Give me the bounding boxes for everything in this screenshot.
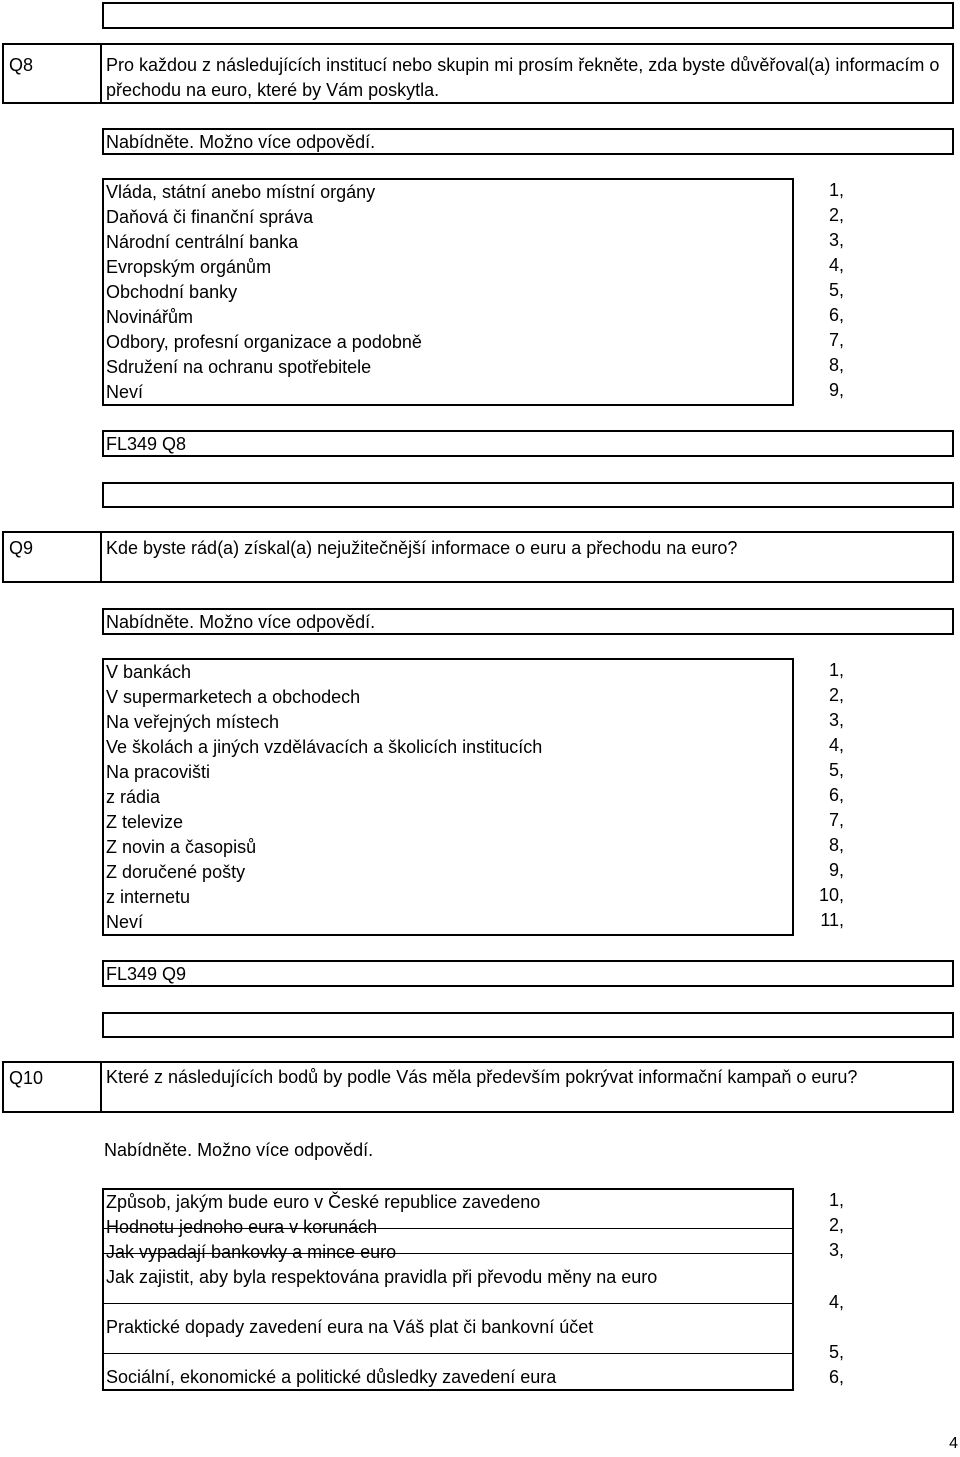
q8-id-box — [2, 43, 102, 104]
q8-id: Q8 — [9, 55, 34, 75]
q9-ref: FL349 Q9 — [106, 964, 187, 984]
option-label: Hodnotu jednoho eura v korunách — [106, 1217, 378, 1237]
q10-question-text: Které z následujících bodů by podle Vás měla především pokrývat informační kampaň o euru? — [106, 1067, 858, 1087]
option-label: Sdružení na ochranu spotřebitele — [106, 357, 372, 377]
option-label: Jak vypadají bankovky a mince euro — [106, 1242, 397, 1262]
q10-options-box — [102, 1188, 794, 1391]
option-label: Vláda, státní anebo místní orgány — [106, 182, 376, 202]
option-label: Obchodní banky — [106, 282, 238, 302]
option-code: 6, — [828, 305, 844, 325]
option-label: Na pracovišti — [106, 762, 211, 782]
option-label: Novinářům — [106, 307, 194, 327]
row-divider — [104, 1353, 792, 1354]
option-code: 2, — [828, 205, 844, 225]
q9-id: Q9 — [9, 538, 34, 558]
top-empty-box — [102, 2, 954, 29]
page-number: 4 — [949, 1435, 958, 1452]
option-code: 10, — [818, 885, 844, 905]
option-label: z rádia — [106, 787, 161, 807]
option-label: Z novin a časopisů — [106, 837, 257, 857]
q10-id: Q10 — [9, 1068, 44, 1088]
option-code: 11, — [820, 910, 844, 930]
option-code: 1, — [828, 660, 844, 680]
option-label: Sociální, ekonomické a politické důsledky zavedení eura — [106, 1367, 557, 1387]
option-code: 7, — [828, 330, 844, 350]
row-divider — [104, 1303, 792, 1304]
option-code: 3, — [828, 230, 844, 250]
option-label: Národní centrální banka — [106, 232, 299, 252]
q8-ref-box — [102, 430, 954, 457]
q8-instruction-box — [102, 128, 954, 155]
option-label: Z televize — [106, 812, 184, 832]
option-code: 4, — [828, 735, 844, 755]
q8-question-box — [100, 43, 954, 104]
q8-ref: FL349 Q8 — [106, 434, 187, 454]
q9-instruction-box — [102, 608, 954, 635]
q10-id-box — [2, 1061, 102, 1113]
option-code: 5, — [828, 760, 844, 780]
row-divider — [104, 1228, 792, 1229]
option-label: Způsob, jakým bude euro v České republice zavedeno — [106, 1192, 541, 1212]
option-code: 4, — [828, 1292, 844, 1312]
q9-question-box — [100, 531, 954, 583]
option-code: 7, — [828, 810, 844, 830]
option-label: Z doručené pošty — [106, 862, 246, 882]
option-code: 6, — [828, 785, 844, 805]
q8-question-text: Pro každou z následujících institucí nebo skupin mi prosím řekněte, zda byste důvěřoval(a) informacím o přechodu na euro, které by Vám poskytla. — [106, 55, 940, 100]
option-code: 3, — [828, 710, 844, 730]
option-code: 9, — [828, 380, 844, 400]
spacer-box — [102, 482, 954, 508]
option-label: z internetu — [106, 887, 191, 907]
q9-ref-box — [102, 960, 954, 987]
q9-instruction: Nabídněte. Možno více odpovědí. — [106, 612, 376, 632]
option-label: Odbory, profesní organizace a podobně — [106, 332, 422, 352]
option-label: Neví — [106, 382, 144, 402]
option-label: V bankách — [106, 662, 192, 682]
option-code: 4, — [828, 255, 844, 275]
option-code: 2, — [828, 685, 844, 705]
option-code: 2, — [828, 1215, 844, 1235]
option-label: Daňová či finanční správa — [106, 207, 314, 227]
spacer-box — [102, 1012, 954, 1038]
option-label: Praktické dopady zavedení eura na Váš plat či bankovní účet — [106, 1317, 594, 1337]
option-code: 1, — [828, 180, 844, 200]
option-label: Na veřejných místech — [106, 712, 280, 732]
option-code: 8, — [828, 835, 844, 855]
q9-question-text: Kde byste rád(a) získal(a) nejužitečnější informace o euru a přechodu na euro? — [106, 538, 738, 558]
q8-instruction: Nabídněte. Možno více odpovědí. — [106, 132, 376, 152]
q10-instruction: Nabídněte. Možno více odpovědí. — [104, 1140, 374, 1160]
option-label: V supermarketech a obchodech — [106, 687, 361, 707]
option-code: 3, — [828, 1240, 844, 1260]
option-code: 5, — [828, 280, 844, 300]
q9-options-box — [102, 658, 794, 936]
q10-question-box — [100, 1061, 954, 1113]
option-code: 6, — [828, 1367, 844, 1387]
option-label: Neví — [106, 912, 144, 932]
option-label: Ve školách a jiných vzdělávacích a školicích institucích — [106, 737, 543, 757]
option-label: Evropským orgánům — [106, 257, 272, 277]
q8-options-box — [102, 178, 794, 406]
option-code: 1, — [828, 1190, 844, 1210]
option-code: 9, — [828, 860, 844, 880]
option-label: Jak zajistit, aby byla respektována pravidla při převodu měny na euro — [106, 1267, 658, 1287]
q9-id-box — [2, 531, 102, 583]
option-code: 8, — [828, 355, 844, 375]
option-code: 5, — [828, 1342, 844, 1362]
q10-instruction-box — [102, 1138, 954, 1165]
row-divider — [104, 1253, 792, 1254]
